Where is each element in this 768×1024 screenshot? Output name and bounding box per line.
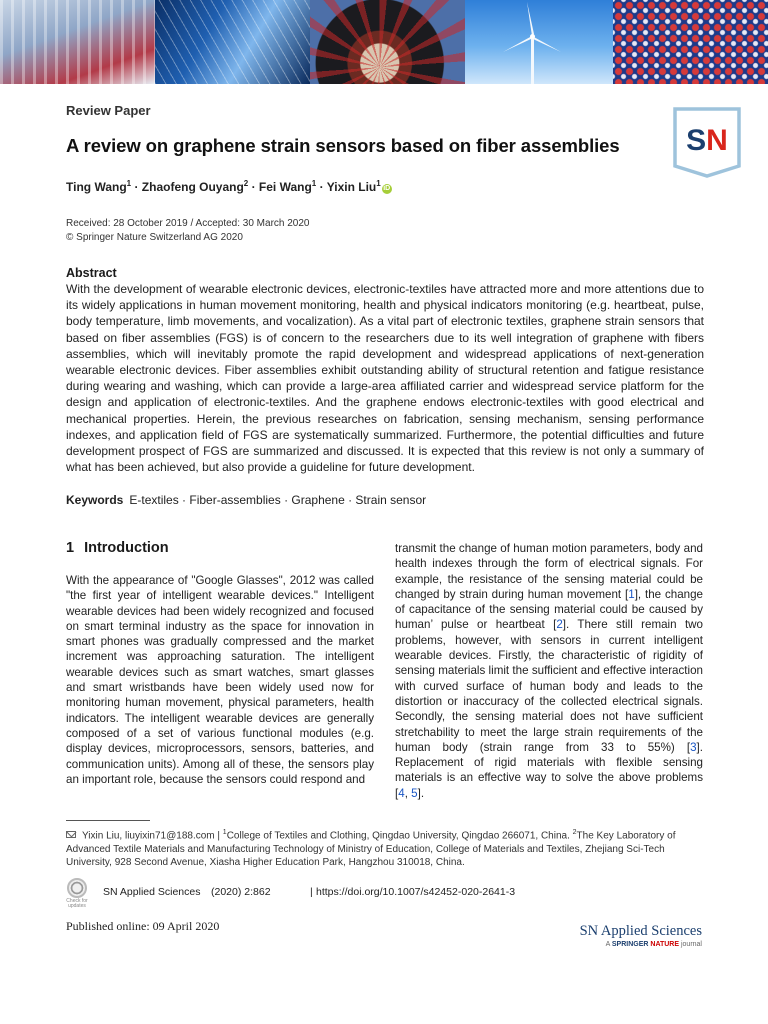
author-name[interactable]: Fei Wang — [258, 180, 312, 194]
footnote-divider — [66, 820, 150, 821]
author-name[interactable]: Ting Wang — [66, 180, 127, 194]
citation-link[interactable]: 3 — [690, 740, 697, 754]
section-title: Introduction — [84, 540, 169, 556]
author-name[interactable]: Zhaofeng Ouyang — [141, 180, 244, 194]
citation-link[interactable]: 2 — [556, 618, 563, 632]
citation-link[interactable]: 4 — [398, 786, 405, 800]
abstract-text: With the development of wearable electronic devices, electronic-textiles have attracted more and more attentions due to its widely applications in human movement monitoring, health and physical indicators monitoring (e.g. heartbeat, pulse, body temperature, limb movements, and vocalization). As a vital part of electronic textiles, graphene strain sensors that based on fiber assemblies (FGS) is of concern to the researchers due to its well integration of graphene with fibers assemblies, which will inevitably promote the rapid development and widespread applications of next-generation wearable electronic devices. Fiber assemblies exhibit outstanding ability of structural retention and fatigue resistance during wearing and washing, which can provide a large-area affiliated carrier and widespread service platform for the design and application of electronic-textiles. And the graphene endows electronic-textiles with good electrical and mechanical properties. Herein, the previous researches on fabrication, sensing mechanism, sensing performance indexes, and application field of FGS are systematically summarized. Furthermore, the potential difficulties and future development prospect of FGS are summarized and discussed. It is expected that this review is not only a summary of what has been achieved, but also provide a guideline for future development. — [66, 282, 704, 475]
affiliation-1: College of Textiles and Clothing, Qingdao University, Qingdao 266071, China. — [226, 830, 573, 842]
journal-volume: (2020) 2:862 — [211, 886, 271, 898]
copyright-line: © Springer Nature Switzerland AG 2020 — [66, 232, 243, 243]
keywords-line — [66, 493, 426, 507]
doi-link[interactable]: https://doi.org/10.1007/s42452-020-2641-3 — [316, 886, 516, 898]
banner-image-wind-turbine — [465, 0, 613, 84]
article-type: Review Paper — [66, 103, 151, 118]
body-column-left: With the appearance of "Google Glasses", 2012 was called "the first year of intelligent wearable devices." Intelligent wearable devices had been widely recognized and focused on smart terminal industry as the space for innovation in smart phones was gradually compressed and the market increment was approaching saturation. The intelligent wearable devices such as smart watches, smart glasses and smart wristbands have been widely used now for monitoring human movement, physical parameters, health indicators. The intelligent wearable devices are generally composed of a set of various functional modules (e.g. display devices, microprocessors, sensors, batteries, and communication units). Among all of these, the sensors play an important role, because the sensors could respond and — [66, 574, 374, 786]
banner-image-blue-fibers — [155, 0, 310, 84]
affiliation-2: The Key Laboratory of Advanced Textile Materials and Manufacturing Technology of Ministry of Education, College of Materials and Textiles, Zhejiang Sci-Tech University, 928 Second Avenue, Xiasha Higher Education Park, Hangzhou 310018, China. — [66, 830, 676, 869]
paper-title: A review on graphene strain sensors based on fiber assemblies — [66, 135, 620, 156]
received-accepted-date: Received: 28 October 2019 / Accepted: 30 March 2020 — [66, 218, 310, 229]
journal-brand — [580, 923, 702, 948]
envelope-icon — [66, 831, 76, 838]
footnote: Yixin Liu, liuyixin71@188.com | $^1$College of Textiles and Clothing, Qingdao University, Qingdao 266071, China. $^2$The Key Laboratory of Advanced Textile Materials and Manufacturing Technology of Ministry of Education, College of Materials and Textiles, Zhejiang Sci-Tech University, 928 Second Avenue, Xiasha Higher Education Park, Hangzhou 310018, China. — [66, 829, 676, 869]
keywords-list: E-textiles · Fiber-assemblies · Graphene · Strain sensor — [129, 493, 427, 507]
svg-text:SN: SN — [686, 124, 728, 157]
published-date: Published online: 09 April 2020 — [66, 919, 220, 933]
sn-journal-logo[interactable] — [672, 106, 742, 178]
section-number: 1 — [66, 540, 75, 556]
article-dates — [66, 217, 310, 245]
banner-image-engine — [310, 0, 465, 84]
header-banner — [0, 0, 768, 84]
brand-subtitle: A SPRINGER NATURE journal — [605, 941, 702, 948]
author-name[interactable]: Yixin Liu — [326, 180, 377, 194]
wind-turbine-icon — [465, 0, 613, 84]
citation-link[interactable]: 5 — [411, 786, 418, 800]
author-list: Ting Wang$^1$ · Zhaofeng Ouyang$^2$ · Fei Wang$^1$ · Yixin Liu$^1$iD — [66, 179, 391, 194]
check-updates-icon — [67, 878, 87, 898]
citation-link[interactable]: 1 — [628, 587, 635, 601]
keywords-label: Keywords — [66, 493, 124, 507]
brand-name: SN Applied Sciences — [579, 923, 702, 939]
section-heading — [66, 540, 169, 556]
abstract-heading: Abstract — [66, 266, 117, 280]
banner-image-textile — [0, 0, 155, 84]
info-separator: | — [310, 886, 313, 898]
banner-image-molecular — [613, 0, 768, 84]
corresponding-author[interactable]: Yixin Liu, liuyixin71@188.com | — [82, 830, 223, 842]
orcid-icon[interactable]: iD — [383, 185, 391, 192]
check-for-updates-badge[interactable]: Check for updates — [66, 878, 88, 908]
journal-name: SN Applied Sciences — [103, 886, 201, 898]
body-column-right: transmit the change of human motion parameters, body and health indexes through the form of electrical signals. For example, the resistance of the sensing material could be changed by strain during human movement [1], the change of capacitance of the sensing material could be caused by human’ pulse or heartbeat [2]. There still remain two problems, however, with sensors in current intelligent wearable devices. Firstly, the characteristic of rigidity of sensing materials limit the sufficient and effective interaction with curved surface of human body and leads to the distortion or inaccuracy of the collected electrical signals. Secondly, the sensing material does not have sufficient stretchability to meet the large strain requirements of the human body (strain range from 33 to 55%) [3]. Replacement of rigid materials with flexible sensing materials is an effective way to solve the above problems [4, 5]. — [395, 542, 703, 800]
